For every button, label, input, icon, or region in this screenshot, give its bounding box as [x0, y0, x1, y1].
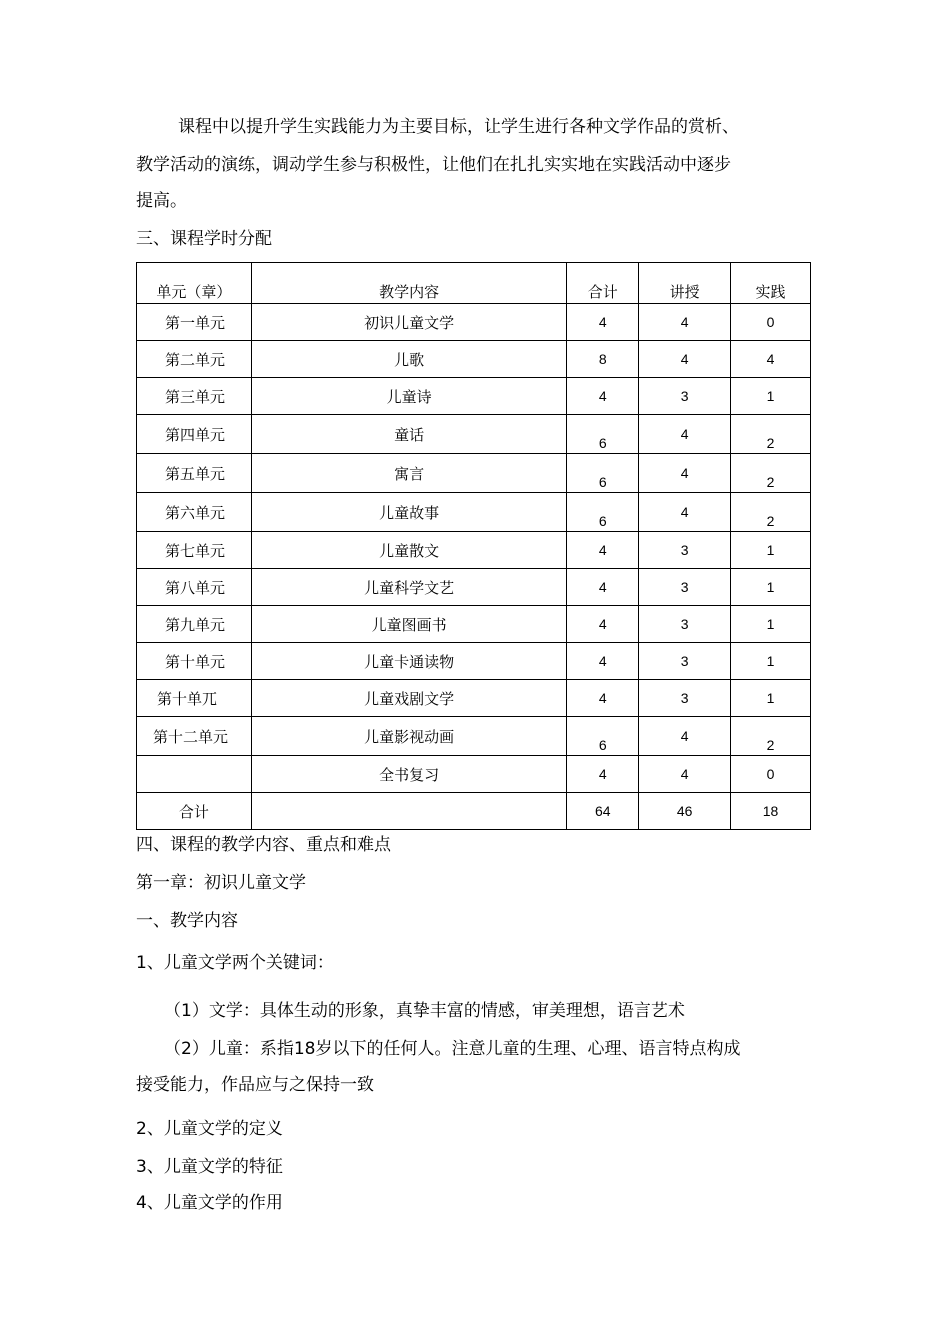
practice-cell: 1: [731, 569, 811, 606]
item-2: 2、儿童文学的定义: [136, 1119, 283, 1139]
unit-cell: 第七单元: [137, 532, 252, 569]
total-cell: 8: [567, 341, 639, 378]
lecture-cell: 4: [639, 415, 731, 454]
total-cell: 4: [567, 643, 639, 680]
lecture-cell: 4: [639, 756, 731, 793]
intro-line-3: 提高。: [136, 191, 187, 211]
table-row: [137, 454, 811, 493]
item-1: 1、儿童文学两个关键词：: [136, 953, 334, 973]
header-unit: 单元（章）: [137, 263, 252, 304]
lecture-cell: 3: [639, 643, 731, 680]
item-1a: （1）文学：具体生动的形象，真挚丰富的情感，审美理想，语言艺术: [164, 1001, 685, 1021]
chapter1-heading: 第一章：初识儿童文学: [136, 873, 306, 893]
practice-cell: 1: [731, 378, 811, 415]
content-cell: 童话: [251, 415, 566, 454]
practice-cell: 0: [731, 304, 811, 341]
practice-cell: 1: [731, 680, 811, 717]
table-row: [137, 341, 811, 378]
sum-lecture-cell: 46: [639, 793, 731, 830]
item-1b-line-2: 接受能力，作品应与之保持一致: [136, 1075, 374, 1095]
lecture-cell: 3: [639, 378, 731, 415]
header-practice: 实践: [731, 263, 811, 304]
intro-line-2: 教学活动的演练，调动学生参与积极性，让他们在扎扎实实地在实践活动中逐步: [136, 155, 731, 175]
total-cell: 4: [567, 532, 639, 569]
table-row: [137, 569, 811, 606]
unit-cell: 第五单元: [137, 454, 252, 493]
intro-line-1: 课程中以提升学生实践能力为主要目标，让学生进行各种文学作品的赏析、: [178, 117, 739, 137]
content-cell: 儿童卡通读物: [251, 643, 566, 680]
table-row: [137, 378, 811, 415]
section4-heading: 四、课程的教学内容、重点和难点: [136, 835, 391, 855]
unit-cell: 第十单元: [137, 643, 252, 680]
teaching-content-heading: 一、教学内容: [136, 911, 238, 931]
lecture-cell: 3: [639, 532, 731, 569]
unit-cell: 第一单元: [137, 304, 252, 341]
header-content: 教学内容: [251, 263, 566, 304]
section-heading: 三、课程学时分配: [136, 229, 272, 249]
unit-cell: [137, 756, 252, 793]
table-row: [137, 643, 811, 680]
sum-total-cell: 64: [567, 793, 639, 830]
item-3: 3、儿童文学的特征: [136, 1157, 283, 1177]
unit-cell: 第六单元: [137, 493, 252, 532]
table-row: [137, 415, 811, 454]
lecture-cell: 3: [639, 680, 731, 717]
total-cell: 4: [567, 606, 639, 643]
content-cell: 儿童科学文艺: [251, 569, 566, 606]
item-4: 4、儿童文学的作用: [136, 1193, 283, 1213]
sum-content-cell: [251, 793, 566, 830]
practice-cell: 2: [731, 454, 811, 493]
lecture-cell: 4: [639, 454, 731, 493]
unit-cell: 第三单元: [137, 378, 252, 415]
practice-cell: 2: [731, 717, 811, 756]
unit-cell: 第九单元: [137, 606, 252, 643]
table-row: [137, 532, 811, 569]
unit-cell: 第十单兀: [137, 680, 252, 717]
content-cell: 儿童图画书: [251, 606, 566, 643]
table-row: [137, 756, 811, 793]
total-cell: 4: [567, 569, 639, 606]
hours-table: [136, 262, 811, 830]
practice-cell: 1: [731, 643, 811, 680]
lecture-cell: 3: [639, 606, 731, 643]
practice-cell: 1: [731, 532, 811, 569]
content-cell: 初识儿童文学: [251, 304, 566, 341]
practice-cell: 2: [731, 415, 811, 454]
practice-cell: 0: [731, 756, 811, 793]
header-lecture: 讲授: [639, 263, 731, 304]
table-row: [137, 680, 811, 717]
total-cell: 6: [567, 717, 639, 756]
table-row: [137, 606, 811, 643]
unit-cell: 第十二单元: [137, 717, 252, 756]
content-cell: 儿童戏剧文学: [251, 680, 566, 717]
table-row: [137, 493, 811, 532]
content-cell: 儿童故事: [251, 493, 566, 532]
total-cell: 4: [567, 756, 639, 793]
total-cell: 6: [567, 454, 639, 493]
table-header-row: [137, 263, 811, 304]
item-1b-line-1: （2）儿童：系指18岁以下的任何人。注意儿童的生理、心理、语言特点构成: [164, 1039, 741, 1059]
total-cell: 4: [567, 680, 639, 717]
total-cell: 6: [567, 493, 639, 532]
unit-cell: 第四单元: [137, 415, 252, 454]
content-cell: 儿童诗: [251, 378, 566, 415]
sum-label-cell: 合计: [137, 793, 252, 830]
header-total: 合计: [567, 263, 639, 304]
practice-cell: 2: [731, 493, 811, 532]
unit-cell: 第八单元: [137, 569, 252, 606]
total-cell: 4: [567, 378, 639, 415]
table-row: [137, 717, 811, 756]
table-sum-row: [137, 793, 811, 830]
lecture-cell: 4: [639, 341, 731, 378]
unit-cell: 第二单元: [137, 341, 252, 378]
lecture-cell: 4: [639, 304, 731, 341]
lecture-cell: 4: [639, 717, 731, 756]
lecture-cell: 4: [639, 493, 731, 532]
practice-cell: 1: [731, 606, 811, 643]
content-cell: 儿歌: [251, 341, 566, 378]
lecture-cell: 3: [639, 569, 731, 606]
content-cell: 寓言: [251, 454, 566, 493]
table-row: [137, 304, 811, 341]
total-cell: 4: [567, 304, 639, 341]
sum-practice-cell: 18: [731, 793, 811, 830]
content-cell: 儿童散文: [251, 532, 566, 569]
practice-cell: 4: [731, 341, 811, 378]
content-cell: 全书复习: [251, 756, 566, 793]
content-cell: 儿童影视动画: [251, 717, 566, 756]
total-cell: 6: [567, 415, 639, 454]
